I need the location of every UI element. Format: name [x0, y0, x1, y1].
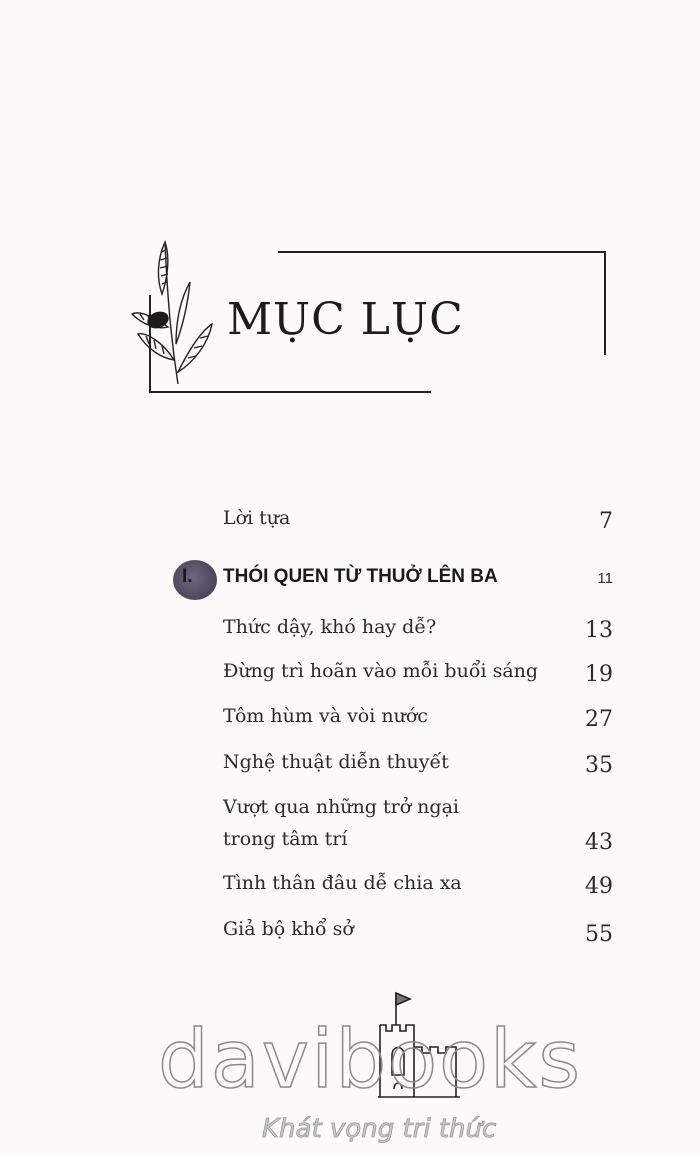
- toc-entry-page: 49: [585, 874, 613, 899]
- publisher-watermark-tagline: Khát vọng tri thức: [262, 1114, 497, 1144]
- toc-entry-page: 43: [585, 830, 613, 855]
- toc-entry-title: Nghệ thuật diễn thuyết: [223, 751, 449, 773]
- leaves-illustration-icon: [128, 232, 220, 392]
- toc-entry-page: 13: [585, 618, 613, 643]
- toc-entry-title: Giả bộ khổ sở: [223, 918, 354, 940]
- chapter-number: I.: [182, 566, 193, 587]
- toc-entry-page: 55: [585, 922, 613, 947]
- toc-entry-title-line2: trong tâm trí: [223, 828, 348, 850]
- toc-entry-page: 19: [585, 662, 613, 687]
- toc-entry-title: Tình thân đâu dễ chia xa: [223, 872, 462, 894]
- chapter-badge: [173, 560, 217, 600]
- chapter-title: THÓI QUEN TỪ THUỞ LÊN BA: [223, 566, 498, 587]
- chapter-page: 11: [597, 570, 613, 587]
- toc-entry-title: Lời tựa: [223, 507, 291, 529]
- publisher-watermark-logo: davibooks: [158, 1013, 583, 1106]
- toc-entry-title-line1: Vượt qua những trở ngại: [223, 796, 459, 818]
- toc-entry-page: 35: [585, 753, 613, 778]
- toc-entry-page: 7: [599, 509, 613, 534]
- toc-entry-page: 27: [585, 707, 613, 732]
- page-title: MỤC LỤC: [227, 294, 464, 345]
- toc-entry-title: Đừng trì hoãn vào mỗi buổi sáng: [223, 660, 539, 682]
- toc-entry-title: Thức dậy, khó hay dễ?: [223, 616, 437, 638]
- toc-entry-title: Tôm hùm và vòi nước: [223, 705, 428, 727]
- frame-right-line: [604, 251, 606, 355]
- frame-top-line: [278, 251, 606, 253]
